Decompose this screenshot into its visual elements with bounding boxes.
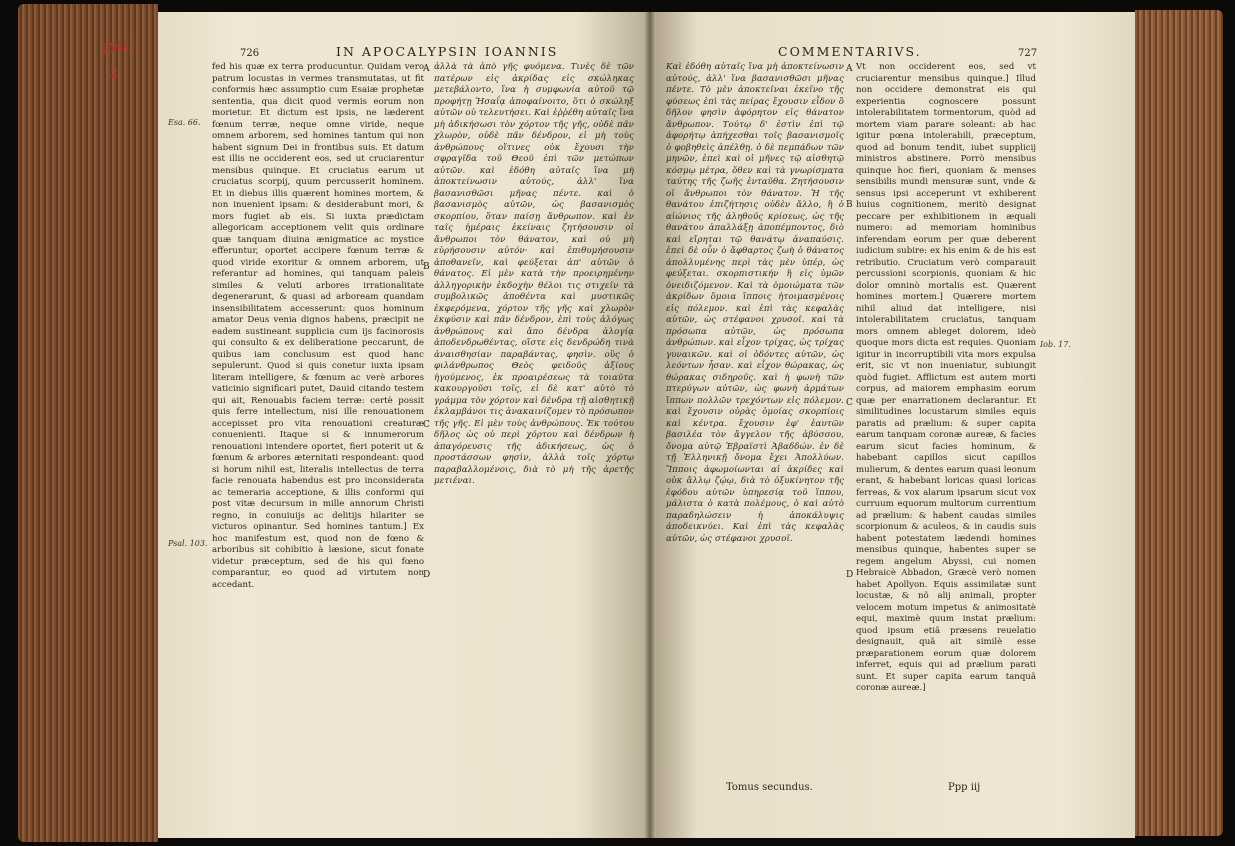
right-page-edges <box>1135 10 1223 836</box>
margin-note-psal: Psal. 103. <box>168 539 208 548</box>
right-latin-text: Vt non occiderent eos, sed vt cruciarentur mensibus quinque.] Illud non occidere demonstrat eis qui experientia cognoscere possunt intolerabilitatem tormentorum, quòd ad mortem viam parare soleant: ab hac igitur pœna intolerabili, præceptum, quod ad bonum tendit, iubet supplicij ministros abstinere. Porrò mensibus quinque hoc fieri, quoniam & menses sensibilis mundi mensuræ sunt, vnde & sensus ipsi acceperunt vt exhiberent huius cognitionem, meritò designat peccare per exhibitionem in æquali numero: ad memoriam hominibus inferendam eorum per quæ deberent iudicium subire: ex his enim & de his est retributio. Cruciatum verò comparauit percussioni scorpionis, quoniam & hic dolor omninò mortalis est. Quærent homines mortem.] Quærere mortem nihil aliud dat intelligere, nisi intolerabilitatem cruciatus, tanquam mors omnem ableget dolorem, ideò quoque mors dicta est requies. Quoniam igitur in incorruptibili vita mors expulsa erit, sic vt non inueniatur, subiungit quòd fugiet. Afflictum est autem morti corpus, ad maiorem emphasim eorum quæ per enarrationem declarantur. Et similitudines locustarum similes equis paratis ad prælium: & super capita earum tanquam coronæ aureæ, & facies earum sicut facies hominum, & habebant capillos sicut capillos mulierum, & dentes earum quasi leonum erant, & habebant loricas quasi loricas ferreas, & vox alarum ipsarum sicut vox curruum equorum multorum currentium ad prælium: & habent caudas similes scorpionum & aculeos, & in caudis suis habent potestatem lædendi homines mensibus quinque, habentes super se regem angelum Abyssi, cui nomen Hebraicè Abbadon, Græcè verò nomen habet Apollyon. Equis assimilatæ sunt locustæ, & nõ alij animali, propter velocem motum impetus & animositatè equi, maximè quum instat prælium: quod ipsum etiã præsens reuelatio designauit, quã ait similè esse præparationem eorum quæ dolorem inferret, equis qui ad prælium parati sunt. Et super capita earum tanquã coronæ aureæ.] <box>856 62 1036 693</box>
footer-tomus: Tomus secundus. <box>726 782 813 793</box>
handwritten-note-2: 2 <box>110 66 119 81</box>
margin-note-esa: Esa. 66. <box>168 118 201 127</box>
left-latin-text: fed his quæ ex terra producuntur. Quidam vero patrum locustas in vermes transmutatas, ut fit conformis hæc assumptio cum Esaiæ prophetæ sententia, qua dicit quod vermis eorum non morietur. Et dictum est ipsis, ne læderent fœnum terræ, neque omne viride, neque omnem arborem, sed homines tantum qui non habent signum Dei in frontibus suis. Et datum est illis ne occiderent eos, sed ut cruciarentur mensibus quinque. Et cruciatus earum ut cruciatus scorpij, quum percusserit hominem. Et in diebus illis quærent homines mortem, & non inuenient ipsam: & desiderabunt mori, & mors fugiet ab eis. Si iuxta prædictam allegoricam acceptionem velit quis ordinare quæ tanquam diuina ænigmatice ac mystice efferuntur, oportet accipere fœnum terræ & quod viride exoritur & omnem arborem, ut referantur ad homines, qui tanquam paleis similes & veluti arbores irrationalitate degenerarunt, & quasi ad arboream quandam insensibilitatem accesserunt: quos hominum amator Deus venia dignos habens, præcipit ne eadem sustineant supplicia cum ijs facinorosis qui consulto & ex deliberatione peccarunt, de quibus iam conclusum est quod hanc sepulerunt. Quod si quis conetur iuxta ipsam literam intelligere, & fœnum ac verè arbores vaticinio significari putet, Dauid citando testem qui ait, Renouabis faciem terræ: certè possit quis ferre intellectum, nisi ille renouationem accepisset pro vita renouationi creaturæ conuenienti. Itaque si & innumerorum renouationi intendere oportet, fieri poterit ut & fœnum & arbores æternitati respondeant: quod si horum nihil est, literalis intellectus de terra facie renouata habendus est pro inconsiderata ac temeraria acceptione, & illis conformi qui post vitæ decursum in mille annorum Christi regno, in conuiuijs ac delitijs hilariter se victuros opinantur. Sed homines tantum.] Ex hoc manifestum est, quod non de fœno & arboribus sit cohibitio à læsione, sicut fonate videtur præceptum, sed de his qui fœno comparantur, eo quod ad virtutem non accedant. <box>212 62 424 590</box>
right-latin-column <box>856 62 1036 752</box>
marker-a-right: A <box>846 64 853 74</box>
left-page-number: 726 <box>240 48 260 59</box>
marker-b-right: B <box>846 200 853 210</box>
right-page-number: 727 <box>1018 48 1038 59</box>
marker-a-left: A <box>423 64 430 74</box>
right-page-header: COMMENTARIVS. <box>778 44 922 59</box>
left-page-edges <box>18 4 158 842</box>
footer-signature: Ppp iij <box>948 782 981 793</box>
right-greek-column <box>666 62 844 762</box>
marker-c-left: C <box>423 420 430 430</box>
left-page-header: IN APOCALYPSIN IOANNIS <box>336 44 559 59</box>
right-greek-text: Καὶ ἐδόθη αὐταῖς ἵνα μὴ ἀποκτείνωσιν αὐτούς, ἀλλ' ἵνα βασανισθῶσι μῆνας πέντε. Τὸ μὲν ἀποκτεῖναι ἐκεῖνο τῆς φύσεως ἐπὶ τὰς πείρας ἔχουσιν εἶδον ὃ δῆλον φησὶν ἀφόρητον εἰς θάνατον ἄνθρωπον. Τούτῳ δ' ἐστὶν ἐπὶ τῷ ἀφορήτῳ ἀπήχεσθαι τοῖς βασανισμοῖς ὁ φοβηθεὶς ἀπέλθῃ. ὁ δὲ πεμπάδων τῶν μηνῶν, ἐπεὶ καὶ οἱ μῆνες τῷ αἰσθητῷ κόσμῳ μέτρα, ὅθεν καὶ τὰ γνωρίσματα ταύτης τῆς ζωῆς ἐνταῦθα. Ζητήσουσιν οἱ ἄνθρωποι τὸν θάνατον. Ἡ τῆς θανάτου ἐπιζήτησις οὐδὲν ἄλλο, ἢ ὁ αἰώνιος τῆς ἀληθοῦς κρίσεως, ὡς τῆς θανάτου ἀπαλλάξῃ ἀποπέμποντος, διὸ καὶ εἴρηται τῷ θανάτῳ ἀναπαύσις. ἐπεὶ δὲ οὖν ὁ ἄφθαρτος ζωὴ ὁ θάνατος ἀπολλυμένης περὶ τὰς μὲν ὑπέρ, ὡς φεύξεται. σκορπιστικήν ἢ εἰς ὑμῶν ὀνειδιζόμενον. Καὶ τὰ ὁμοιώματα τῶν ἀκρίδων ὅμοια ἵπποις ἡτοιμασμένοις εἰς πόλεμον. καὶ ἐπὶ τὰς κεφαλὰς αὐτῶν, ὡς στέφανοι χρυσοῖ. καὶ τὰ πρόσωπα αὐτῶν, ὡς πρόσωπα ἀνθρώπων. καὶ εἶχον τρίχας, ὡς τρίχας γυναικῶν. καὶ οἱ ὀδόντες αὐτῶν, ὡς λεόντων ἦσαν. καὶ εἶχον θώρακας, ὡς θώρακας σιδηροῦς. καὶ ἡ φωνὴ τῶν πτερύγων αὐτῶν, ὡς φωνὴ ἁρμάτων ἵππων πολλῶν τρεχόντων εἰς πόλεμον. καὶ ἔχουσιν οὐρὰς ὁμοίας σκορπίοις καὶ κέντρα. ἔχουσιν ἐφ' ἑαυτῶν βασιλέα τὸν ἄγγελον τῆς ἀβύσσου, ὄνομα αὐτῷ Ἑβραϊστὶ Ἀβαδδών. ἐν δὲ τῇ Ἑλληνικῇ ὄνομα ἔχει Ἀπολλύων. Ἵπποις ἀφωμοίωνται αἱ ἀκρίδες καὶ οὐκ ἄλλῳ ζῴῳ, διὰ τὸ ὀξυκίνητον τῆς ἐφόδου αὐτῶν ὑπηρεσίᾳ τοῦ ἵππου, μάλιστα ὁ κατὰ πολέμους, ὁ καὶ αὐτὸ παραδηλώσειν ἡ ἀποκάλυψις ἀποδεικνύει. Καὶ ἐπὶ τὰς κεφαλὰς αὐτῶν, ὡς στέφανοι χρυσοῖ. <box>666 62 844 544</box>
margin-note-iob: Iob. 17. <box>1040 340 1071 349</box>
book-gutter <box>644 12 656 838</box>
handwritten-note: Ø4C <box>100 35 137 59</box>
marker-b-left: B <box>423 262 430 272</box>
marker-c-right: C <box>846 398 853 408</box>
left-greek-column <box>434 62 634 767</box>
left-greek-text: ἀλλὰ τὰ ἀπὸ γῆς φυόμενα. Τινὲς δὲ τῶν πατέρων εἰς ἀκρίδας εἰς σκώληκας μετεβάλοντο, ἵνα ἡ συμφωνία αὐτοῦ τῷ προφήτῃ Ἠσαΐᾳ ἀποφαίνοιτο, ὅτι ὁ σκώληξ αὐτῶν οὐ τελευτήσει. Καὶ ἐῤῥέθη αὐταῖς ἵνα μὴ ἀδικήσωσι τὸν χόρτον τῆς γῆς, οὐδὲ πᾶν χλωρὸν, οὐδὲ πᾶν δένδρον, εἰ μὴ τοὺς ἀνθρώπους οἵτινες οὐκ ἔχουσι τὴν σφραγῖδα τοῦ Θεοῦ ἐπὶ τῶν μετώπων αὐτῶν. καὶ ἐδόθη αὐταῖς ἵνα μὴ ἀποκτείνωσιν αὐτούς, ἀλλ' ἵνα βασανισθῶσι μῆνας πέντε. καὶ ὁ βασανισμὸς αὐτῶν, ὡς βασανισμὸς σκορπίου, ὅταν παίσῃ ἄνθρωπον. καὶ ἐν ταῖς ἡμέραις ἐκείναις ζητήσουσιν οἱ ἄνθρωποι τὸν θάνατον, καὶ οὐ μὴ εὑρήσουσιν αὐτόν· καὶ ἐπιθυμήσουσιν ἀποθανεῖν, καὶ φεύξεται ἀπ' αὐτῶν ὁ θάνατος. Εἰ μὲν κατὰ τὴν προειρημένην ἀλληγορικὴν ἐκδοχὴν θέλοι τις στιχεῖν τὰ συμβολικῶς ἀποθέντα καὶ μυστικῶς ἐκφερόμενα, χόρτον τῆς γῆς καὶ χλωρὸν ἐκφύσιν καὶ πᾶν δένδρον, ἐπὶ τοὺς ἀλόγως ἀνθρώπους καὶ ἄπο δένδρα ἀλογίᾳ ἀποδενδρωθέντας, οἵστε εἰς δενδρώδη τινὰ ἀναισθησίαν παραβάντας, φησὶν. οὓς ὁ φιλάνθρωπος Θεὸς φειδοῦς ἀξίους ἡγούμενος, ἐκ προαιρέσεως τὰ τοιαῦτα κακουργοῦσι τοῖς, εἰ δὲ κατ' αὐτὸ τὸ γράμμα τὸν χόρτον καὶ δένδρα τῇ αἰσθητικῇ ἐκλαμβάνοι τις ἀνακαινίζομεν τὸ πρόσωπον τῆς γῆς. Εἰ μὲν τοὺς ἀνθρώπους. Ἐκ τούτου δῆλος ὡς οὐ περὶ χόρτου καὶ δένδρων ἡ ἀπαγόρευσις τῆς ἀδικήσεως, ὡς ὁ προστάσσων φησὶν, ἀλλὰ τοῖς χόρτῳ παραβαλλομένοις, διὰ τὸ μὴ τῆς ἀρετῆς μετιέναι. <box>434 62 634 486</box>
left-latin-column <box>212 62 424 758</box>
open-book <box>18 4 1223 842</box>
marker-d-left: D <box>423 570 431 580</box>
marker-d-right: D <box>846 570 854 580</box>
